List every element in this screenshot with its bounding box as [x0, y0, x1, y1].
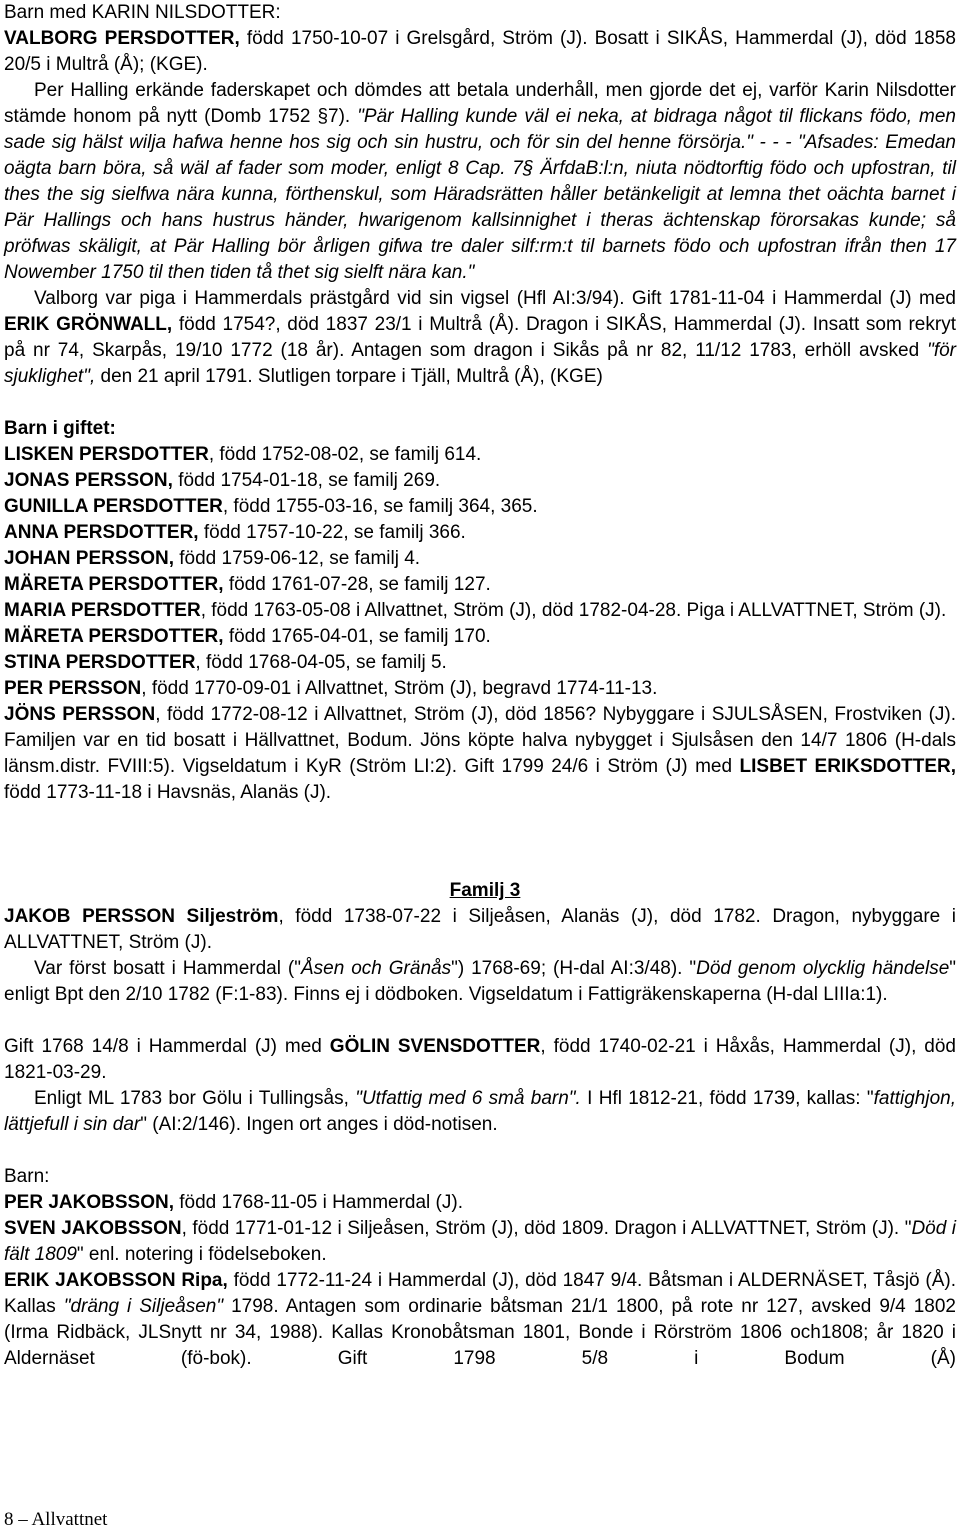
- paragraph-ml: Enligt ML 1783 bor Gölu i Tullingsås, "Utfattig med 6 små barn". I Hfl 1812-21, född 1739, kallas: "fattighjon, lättjefull i sin dar" (AI:2/146). Ingen ort anges i död-notisen.: [4, 1088, 956, 1135]
- child-entry: LISKEN PERSDOTTER, född 1752-08-02, se familj 614.: [4, 444, 482, 465]
- person-name: JAKOB PERSSON Siljeström: [4, 906, 279, 927]
- person-name: PER PERSSON: [4, 678, 142, 699]
- child-entry: MÄRETA PERSDOTTER, född 1765-04-01, se familj 170.: [4, 626, 491, 647]
- person-name: JOHAN PERSSON,: [4, 548, 174, 569]
- spacer: [4, 858, 956, 878]
- child-entry: GUNILLA PERSDOTTER, född 1755-03-16, se familj 364, 365.: [4, 496, 538, 517]
- paragraph-halling: Per Halling erkände faderskapet och dömdes att betala underhåll, men gjorde det ej, varför Karin Nilsdotter stämde honom på nytt (Domb 1752 §7). "Pär Halling kunde väl ei neka, at bidraga något til flickans födo, men sade sig hälst wilja hafwa henne hos sig och sin hustru, och för sin del henne försörja." - - - "Afsades: Emedan oägta barn böra, så wäl af fader som moder, enligt 8 Cap. 7§ ÄrfdaB:l:n, niuta nödtorftig födo och upfostran, til thes the sig sielfwa nära kunna, förthenskul, som Häradsrätten håller betänkeligit at lemna thet oächta barnet i Pär Hallings och hans hustrus händer, hwarigenom kallsinnighet i theras ächtenskap förorsakas kunde; så pröfwas skäligit, at Pär Halling bör årligen gifwa tre daler silf:rm:t til barnets födo och upfostran ifrån then 17 Nowember 1750 til then tiden tå thet sig sielft nära kan.": [4, 80, 956, 283]
- paragraph-marriage: Gift 1768 14/8 i Hammerdal (J) med GÖLIN SVENSDOTTER, född 1740-02-21 i Håxås, Hammerdal (J), död 1821-03-29.: [4, 1036, 956, 1083]
- child-entry: MÄRETA PERSDOTTER, född 1761-07-28, se familj 127.: [4, 574, 491, 595]
- person-name: GÖLIN SVENSDOTTER: [329, 1036, 541, 1057]
- section-label-barn: Barn:: [4, 1166, 50, 1187]
- person-name: ANNA PERSDOTTER,: [4, 522, 199, 543]
- family-heading: Familj 3: [449, 880, 521, 901]
- entry-sven: SVEN JAKOBSSON, född 1771-01-12 i Siljeåsen, Ström (J), död 1809. Dragon i ALLVATTNET, Ström (J). "Död i fält 1809" enl. notering i födelseboken.: [4, 1218, 956, 1265]
- section-label-children-karin: Barn med KARIN NILSDOTTER:: [4, 2, 281, 23]
- entry-jons: JÖNS PERSSON, född 1772-08-12 i Allvattnet, Ström (J), död 1856? Nybyggare i SJULSÅSEN, Frostviken (J). Familjen var en tid bosatt i Hällvattnet, Bodum. Jöns köpte halva nybygget i Sjulsåsen den 14/7 1806 (H-dals länsm.distr. FVIII:5). Vigseldatum i KyR (Ström LI:2). Gift 1799 24/6 i Ström (J) med LISBET ERIKSDOTTER, född 1773-11-18 i Havsnäs, Alanäs (J).: [4, 704, 957, 803]
- entry-per: PER JAKOBSSON, född 1768-11-05 i Hammerdal (J).: [4, 1192, 463, 1213]
- person-name: GUNILLA PERSDOTTER: [4, 496, 223, 517]
- person-name: ERIK GRÖNWALL,: [4, 314, 173, 335]
- spacer: [4, 1008, 956, 1034]
- person-name: JÖNS PERSSON: [4, 704, 156, 725]
- person-name: MÄRETA PERSDOTTER,: [4, 574, 224, 595]
- child-entry: JONAS PERSSON, född 1754-01-18, se familj 269.: [4, 470, 441, 491]
- paragraph-jakob: Var först bosatt i Hammerdal ("Åsen och Gränås") 1768-69; (H-dal AI:3/48). "Död genom olycklig händelse" enligt Bpt den 2/10 1782 (F:1-83). Finns ej i dödboken. Vigseldatum i Fattigräkenskaperna (H-dal LIIIa:1).: [4, 958, 957, 1005]
- spacer: [4, 806, 956, 858]
- person-name: PER JAKOBSSON,: [4, 1192, 174, 1213]
- person-name: STINA PERSDOTTER: [4, 652, 196, 673]
- person-name: MARIA PERSDOTTER: [4, 600, 201, 621]
- child-entry: STINA PERSDOTTER, född 1768-04-05, se familj 5.: [4, 652, 447, 673]
- person-name: LISKEN PERSDOTTER: [4, 444, 209, 465]
- entry-erik: ERIK JAKOBSSON Ripa, född 1772-11-24 i Hammerdal (J), död 1847 9/4. Båtsman i ALDERNÄSET, Tåsjö (Å). Kallas "dräng i Siljeåsen" 1798. Antagen som ordinarie båtsman 21/1 1800, på rote nr 127, avsked 9/4 1802 (Irma Ridbäck, JLSnytt nr 34, 1988). Kallas Kronobåtsman 1801, Bonde i Rörström 1806 och1808; år 1820 i Aldernäset (fö-bok). Gift 1798 5/8 i Bodum (Å): [4, 1270, 957, 1369]
- paragraph-valborg-marriage: Valborg var piga i Hammerdals prästgård vid sin vigsel (Hfl AI:3/94). Gift 1781-11-04 i Hammerdal (J) med ERIK GRÖNWALL, född 1754?, död 1837 23/1 i Multrå (Å). Dragon i SIKÅS, Hammerdal (J). Insatt som rekryt på nr 74, Skarpås, 19/10 1772 (18 år). Antagen som dragon i Sikås på nr 82, 11/12 1783, erhöll avsked "för sjuklighet", den 21 april 1791. Slutligen torpare i Tjäll, Multrå (Å), (KGE): [4, 288, 956, 387]
- person-name: LISBET ERIKSDOTTER,: [739, 756, 956, 777]
- spacer: [4, 390, 956, 416]
- child-entry: MARIA PERSDOTTER, född 1763-05-08 i Allvattnet, Ström (J), död 1782-04-28. Piga i ALLVATTNET, Ström (J).: [4, 600, 947, 621]
- child-entry: PER PERSSON, född 1770-09-01 i Allvattnet, Ström (J), begravd 1774-11-13.: [4, 678, 658, 699]
- entry-valborg: VALBORG PERSDOTTER, född 1750-10-07 i Grelsgård, Ström (J). Bosatt i SIKÅS, Hammerdal (J), död 1858 20/5 i Multrå (Å); (KGE).: [4, 28, 956, 75]
- person-name: ERIK JAKOBSSON Ripa,: [4, 1270, 228, 1291]
- section-label-children: Barn i giftet:: [4, 418, 116, 439]
- child-entry: JOHAN PERSSON, född 1759-06-12, se familj 4.: [4, 548, 421, 569]
- child-entry: ANNA PERSDOTTER, född 1757-10-22, se familj 366.: [4, 522, 466, 543]
- document-page: [4, 0, 956, 1372]
- page-footer: 8 – Allvattnet: [4, 1509, 108, 1530]
- children-list: [4, 442, 956, 702]
- court-quote: "Pär Halling kunde väl ei neka, at bidraga något til flickans födo, men sade sig hälst wilja hafwa henne hos sig och sin hustru, och för sin del henne försörja." - - - "Afsades: Emedan oägta barn böra, så wäl af fader som moder, enligt 8 Cap. 7§ ÄrfdaB:l:n, niuta nödtorftig födo och upfostran, til thes the sig sielfwa nära kunna, förthenskul, som Häradsrätten håller betänkeligit at lemna thet oächta barnet i Pär Hallings och hans hustrus händer, hwarigenom kallsinnighet i theras ächtenskap förorsakas kunde; så pröfwas skäligit, at Pär Halling bör årligen gifwa tre daler silf:rm:t til barnets födo och upfostran ifrån then 17 Nowember 1750 til then tiden tå thet sig sielft nära kan.": [4, 106, 956, 283]
- person-name: JONAS PERSSON,: [4, 470, 173, 491]
- person-name: SVEN JAKOBSSON: [4, 1218, 182, 1239]
- person-name: MÄRETA PERSDOTTER,: [4, 626, 224, 647]
- person-name: VALBORG PERSDOTTER,: [4, 28, 240, 49]
- entry-jakob: JAKOB PERSSON Siljeström, född 1738-07-22 i Siljeåsen, Alanäs (J), död 1782. Dragon, nybyggare i ALLVATTNET, Ström (J).: [4, 906, 957, 953]
- spacer: [4, 1138, 956, 1164]
